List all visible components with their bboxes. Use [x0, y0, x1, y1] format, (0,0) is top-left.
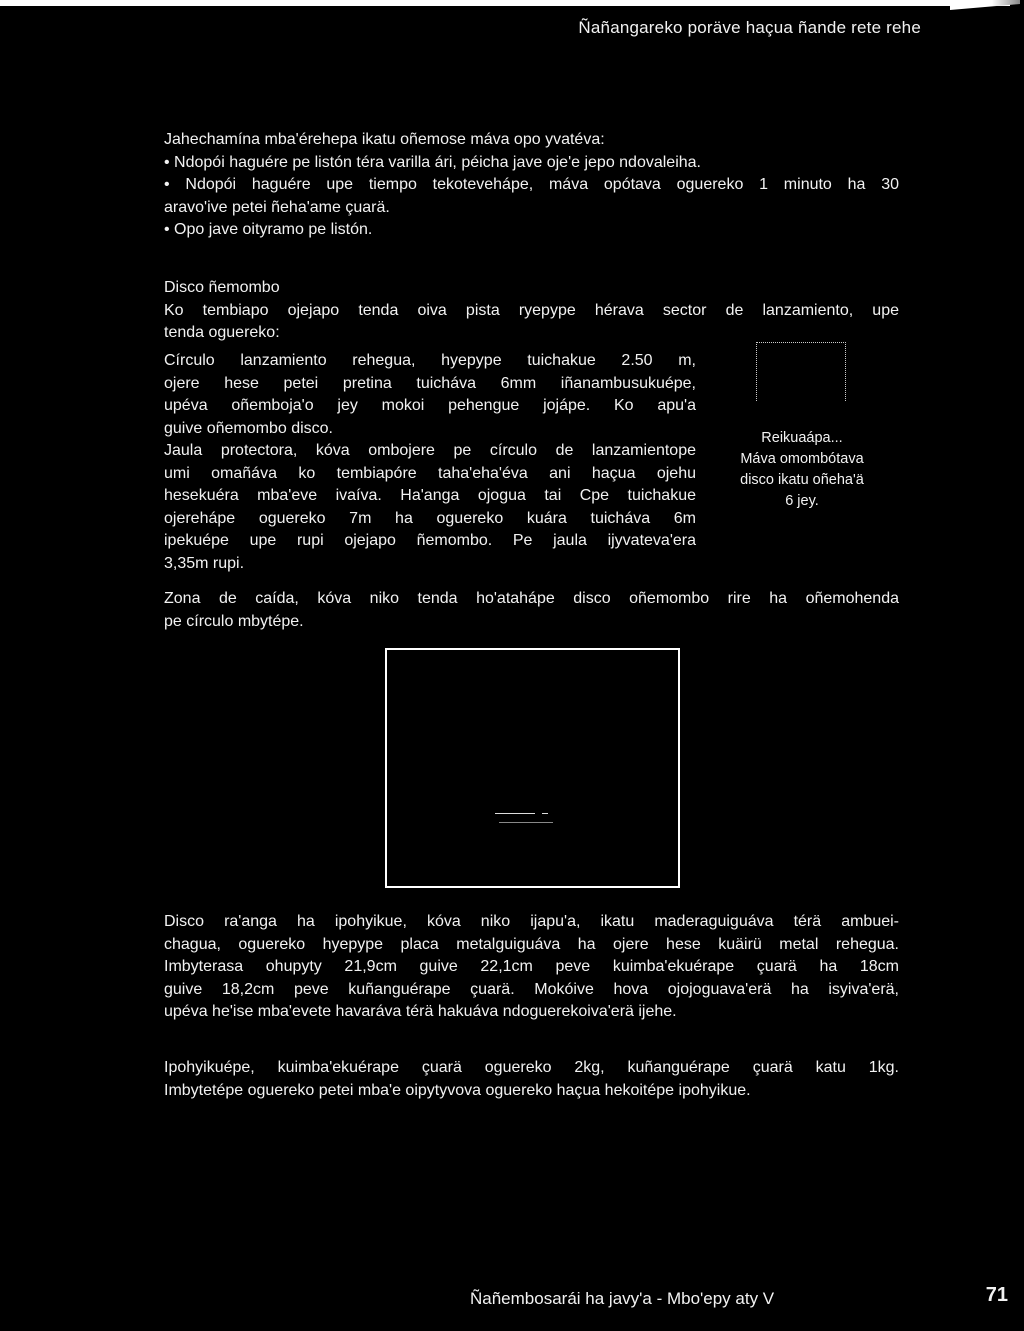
disco-description: [164, 911, 899, 1024]
running-header: Ñañangareko poräve haçua ñande rete rehe: [578, 18, 921, 37]
figure-caption: [712, 428, 892, 512]
paragraph-line: Disco ra'anga ha ipohyikue, kóva niko ijapu'a, ikatu maderaguiguáva térä ambuei-: [164, 913, 899, 930]
disco-section: [164, 277, 899, 345]
caption-line: disco ikatu oñeha'ä: [740, 472, 864, 488]
paragraph-line: tenda oguereko:: [164, 324, 280, 341]
paragraph-line: ipekuépe upe rupi ojejapo ñemombo. Pe jaula ijyvateva'era: [164, 532, 696, 549]
paragraph-line: guive oñemombo disco.: [164, 419, 333, 437]
top-rule: [0, 0, 1010, 6]
paragraph-line: Zona de caída, kóva niko tenda ho'atahápe disco oñemombo rire ha oñemohenda: [164, 590, 899, 607]
paragraph-line: Imbyterasa ohupyty 21,9cm guive 22,1cm peve kuimba'ekuérape çuarä ha 18cm: [164, 958, 899, 975]
paragraph-line: chagua, oguereko hyepype placa metalguiguáva ha ojere hese kuäirü metal rehegua.: [164, 935, 899, 953]
intro-section: [164, 129, 899, 242]
caption-line: Reikuaápa...: [761, 430, 843, 446]
disco-details: [164, 350, 696, 575]
intro-bullet: • Ndopói haguére pe listón téra varilla ári, péicha jave oje'e jepo ndovaleiha.: [164, 153, 701, 171]
weight-description: [164, 1057, 899, 1102]
section-heading: Disco ñemombo: [164, 279, 280, 296]
paragraph-line: 3,35m rupi.: [164, 554, 245, 572]
paragraph-line: pe círculo mbytépe.: [164, 612, 304, 630]
paragraph-line: Círculo lanzamiento rehegua, hyepype tuichakue 2.50 m,: [164, 352, 696, 369]
paragraph-line: upéva he'ise mba'evete havaráva térä hakuáva ndoguerekoiva'erä ijehe.: [164, 1003, 677, 1020]
intro-line: aravo'ive petei ñeha'ame çuarä.: [164, 198, 390, 216]
paragraph-line: Imbytetépe oguereko petei mba'e oipytyvova oguereko haçua hekoitépe ipohyikue.: [164, 1081, 751, 1099]
paragraph-line: ojere hese petei pretina tuicháva 6mm iñanambusukuépe,: [164, 374, 696, 392]
caption-line: 6 jey.: [785, 493, 819, 509]
image-mark: [499, 822, 553, 823]
paragraph-line: Jaula protectora, kóva ombojere pe círculo de lanzamientope: [164, 442, 696, 459]
paragraph-line: hesekuéra mba'eve ivaíva. Ha'anga ojogua tai Cpe tuichakue: [164, 487, 696, 504]
intro-bullet: • Ndopói haguére upe tiempo tekoteveháре, máva opótava oguereko 1 minuto ha 30: [164, 176, 899, 193]
intro-line: Jahechamína mba'érehepa ikatu oñemose máva opo yvatéva:: [164, 131, 605, 148]
figure-placeholder: [756, 342, 846, 401]
footer-book-title: Ñañembosarái ha javy'a - Mbo'epy aty V: [470, 1289, 775, 1308]
paragraph-line: guive 18,2cm peve kuñanguérape çuarä. Mokóive hova ojojoguava'erä ha isyiva'erä,: [164, 980, 899, 998]
disco-image-frame: [385, 648, 680, 888]
paragraph-line: upéva oñemboja'o jey mokoi pehengue jojápe. Ko apu'a: [164, 397, 696, 414]
image-mark: [542, 813, 548, 814]
intro-bullet: • Opo jave oityramo pe listón.: [164, 221, 373, 238]
paragraph-line: umi omañáva ko tembiapóre taha'eha'éva ani haçua ojehu: [164, 464, 696, 482]
page-number: 71: [985, 1284, 1008, 1306]
image-mark: [495, 813, 535, 814]
zona-section: [164, 588, 899, 633]
caption-line: Máva omombótava: [740, 451, 864, 467]
paragraph-line: Ko tembiapo ojejapo tenda oiva pista ryepype hérava sector de lanzamiento, upe: [164, 301, 899, 319]
paragraph-line: Ipohyikuépe, kuimba'ekuérape çuarä oguereko 2kg, kuñanguérape çuarä katu 1kg.: [164, 1059, 899, 1076]
paragraph-line: ojereháре oguereko 7m ha oguereko kuára tuicháva 6m: [164, 509, 696, 527]
